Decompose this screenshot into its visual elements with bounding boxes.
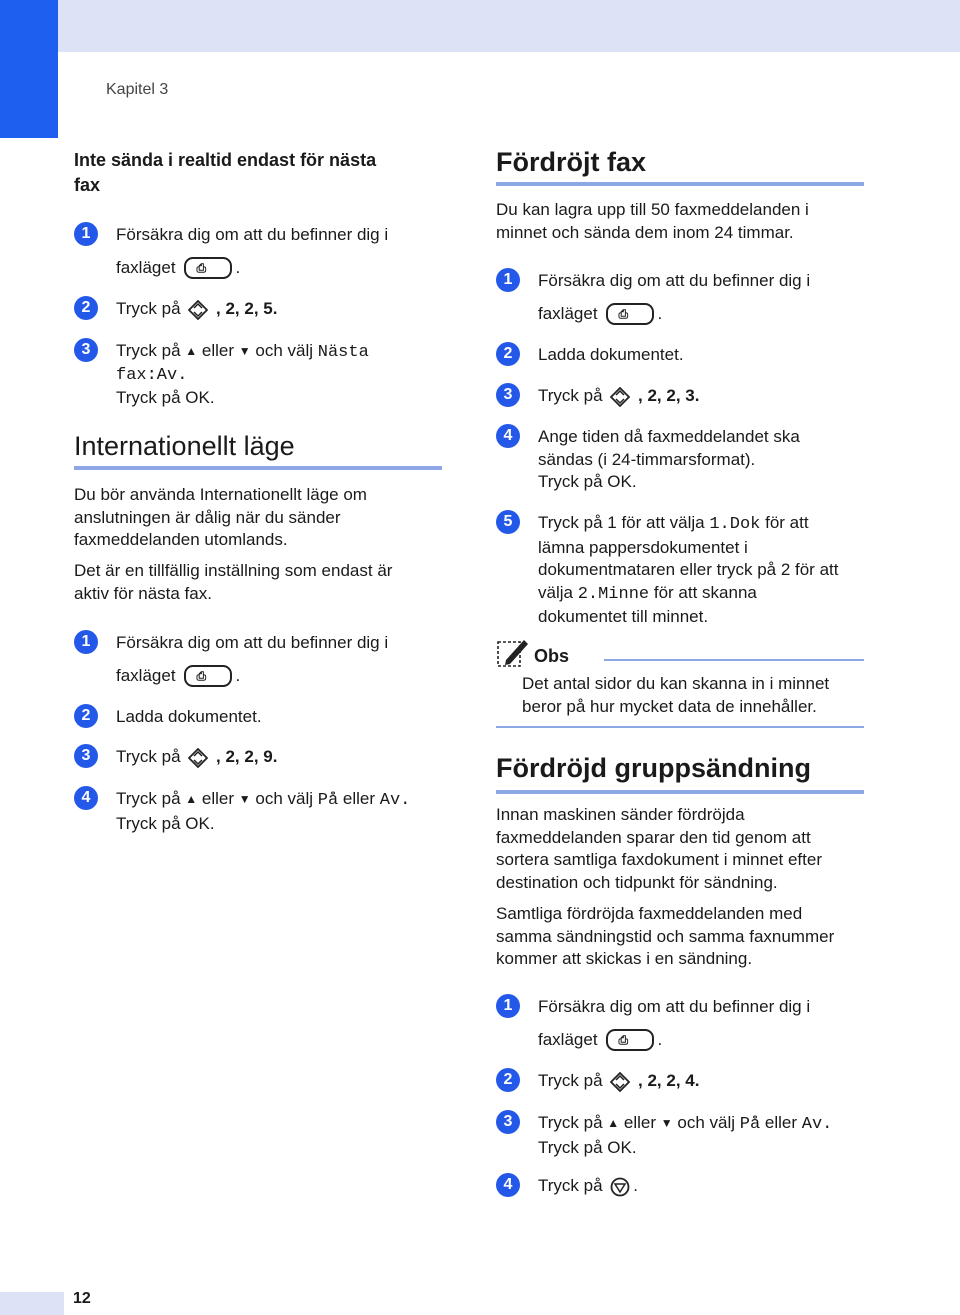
- step-number: 2: [496, 1068, 520, 1092]
- note-bottom-rule: [496, 726, 864, 728]
- step-3: 3 Tryck på , 2, 2, 3.: [538, 385, 868, 408]
- step-2: 2 Ladda dokumentet.: [116, 706, 446, 729]
- step-number: 3: [74, 744, 98, 768]
- step-number: 2: [74, 704, 98, 728]
- menu-icon: [188, 748, 208, 768]
- step-number: 2: [74, 296, 98, 320]
- step-1: 1 Försäkra dig om att du befinner dig i faxläget ⎙ .: [116, 224, 446, 279]
- menu-icon: [610, 1072, 630, 1092]
- page-number: 12: [73, 1290, 91, 1307]
- up-arrow-icon: ▲: [185, 344, 198, 358]
- section-rule: [74, 466, 442, 470]
- header-band: [0, 0, 960, 52]
- section-title-delayed-fax: Fördröjt fax: [496, 147, 647, 177]
- menu-icon: [610, 387, 630, 407]
- step-number: 4: [74, 786, 98, 810]
- step-number: 3: [496, 383, 520, 407]
- fax-icon: ⎙: [606, 303, 654, 325]
- step-2: 2 Tryck på , 2, 2, 4.: [538, 1070, 868, 1093]
- menu-icon: [188, 300, 208, 320]
- step-number: 5: [496, 510, 520, 534]
- chapter-label: Kapitel 3: [106, 81, 169, 98]
- chapter-tab: [0, 0, 58, 138]
- step-1: 1 Försäkra dig om att du befinner dig i faxläget ⎙ .: [538, 270, 868, 325]
- step-number: 1: [74, 630, 98, 654]
- paragraph-international-2: Det är en tillfällig inställning som endast är aktiv för nästa fax.: [74, 561, 393, 603]
- up-arrow-icon: ▲: [185, 792, 198, 806]
- step-number: 1: [496, 268, 520, 292]
- step-3: 3 Tryck på ▲ eller ▼ och välj Nästa fax:Av. Tryck på OK.: [116, 340, 446, 410]
- step-4: 4 Tryck på .: [538, 1175, 868, 1198]
- down-arrow-icon: ▼: [238, 344, 251, 358]
- paragraph-international-1: Du bör använda Internationellt läge om anslutningen är dålig när du sänder faxmeddelanden utomlands.: [74, 485, 367, 549]
- fax-icon: ⎙: [184, 257, 232, 279]
- fax-icon: ⎙: [606, 1029, 654, 1051]
- step-2: 2 Ladda dokumentet.: [538, 344, 868, 367]
- step-3: 3 Tryck på ▲ eller ▼ och välj På eller Av. Tryck på OK.: [538, 1112, 868, 1159]
- step-number: 1: [74, 222, 98, 246]
- step-4: 4 Tryck på ▲ eller ▼ och välj På eller Av. Tryck på OK.: [116, 788, 446, 835]
- paragraph-delayed-fax: Du kan lagra upp till 50 faxmeddelanden i minnet och sända dem inom 24 timmar.: [496, 200, 809, 242]
- page-number-band: [0, 1292, 64, 1315]
- step-4: 4 Ange tiden då faxmeddelandet ska sändas (i 24-timmarsformat). Tryck på OK.: [538, 426, 868, 494]
- step-number: 4: [496, 424, 520, 448]
- note-text: Det antal sidor du kan skanna in i minnet beror på hur mycket data de innehåller.: [522, 674, 830, 716]
- up-arrow-icon: ▲: [607, 1116, 620, 1130]
- step-1: 1 Försäkra dig om att du befinner dig i faxläget ⎙ .: [538, 996, 868, 1051]
- stop-icon: [610, 1177, 630, 1197]
- paragraph-batch-1: Innan maskinen sänder fördröjda faxmeddelanden sparar den tid genom att sortera samtliga faxdokument i minnet efter destination och tidpunkt för sändning.: [496, 805, 822, 892]
- down-arrow-icon: ▼: [238, 792, 251, 806]
- step-2: 2 Tryck på , 2, 2, 5.: [116, 298, 446, 321]
- note-pencil-icon: [496, 636, 530, 670]
- section-title-international: Internationellt läge: [74, 431, 295, 461]
- paragraph-batch-2: Samtliga fördröjda faxmeddelanden med samma sändningstid och samma faxnummer kommer att skickas i en sändning.: [496, 904, 835, 968]
- note-rule: [604, 659, 864, 661]
- step-5: 5 Tryck på 1 för att välja 1.Dok för att lämna pappersdokumentet i dokumentmataren eller tryck på 2 för att välja 2.Minne för att skanna dokumentet till minnet.: [538, 512, 868, 629]
- step-number: 2: [496, 342, 520, 366]
- fax-icon: ⎙: [184, 665, 232, 687]
- step-3: 3 Tryck på , 2, 2, 9.: [116, 746, 446, 769]
- step-number: 3: [74, 338, 98, 362]
- section-title-delayed-batch: Fördröjd gruppsändning: [496, 753, 811, 783]
- section-title-next-fax: Inte sända i realtid endast för nästa fax: [74, 150, 377, 195]
- down-arrow-icon: ▼: [660, 1116, 673, 1130]
- section-rule: [496, 182, 864, 186]
- step-number: 1: [496, 994, 520, 1018]
- step-1: 1 Försäkra dig om att du befinner dig i faxläget ⎙ .: [116, 632, 446, 687]
- note-title: Obs: [534, 646, 570, 666]
- step-number: 3: [496, 1110, 520, 1134]
- step-number: 4: [496, 1173, 520, 1197]
- section-rule: [496, 790, 864, 794]
